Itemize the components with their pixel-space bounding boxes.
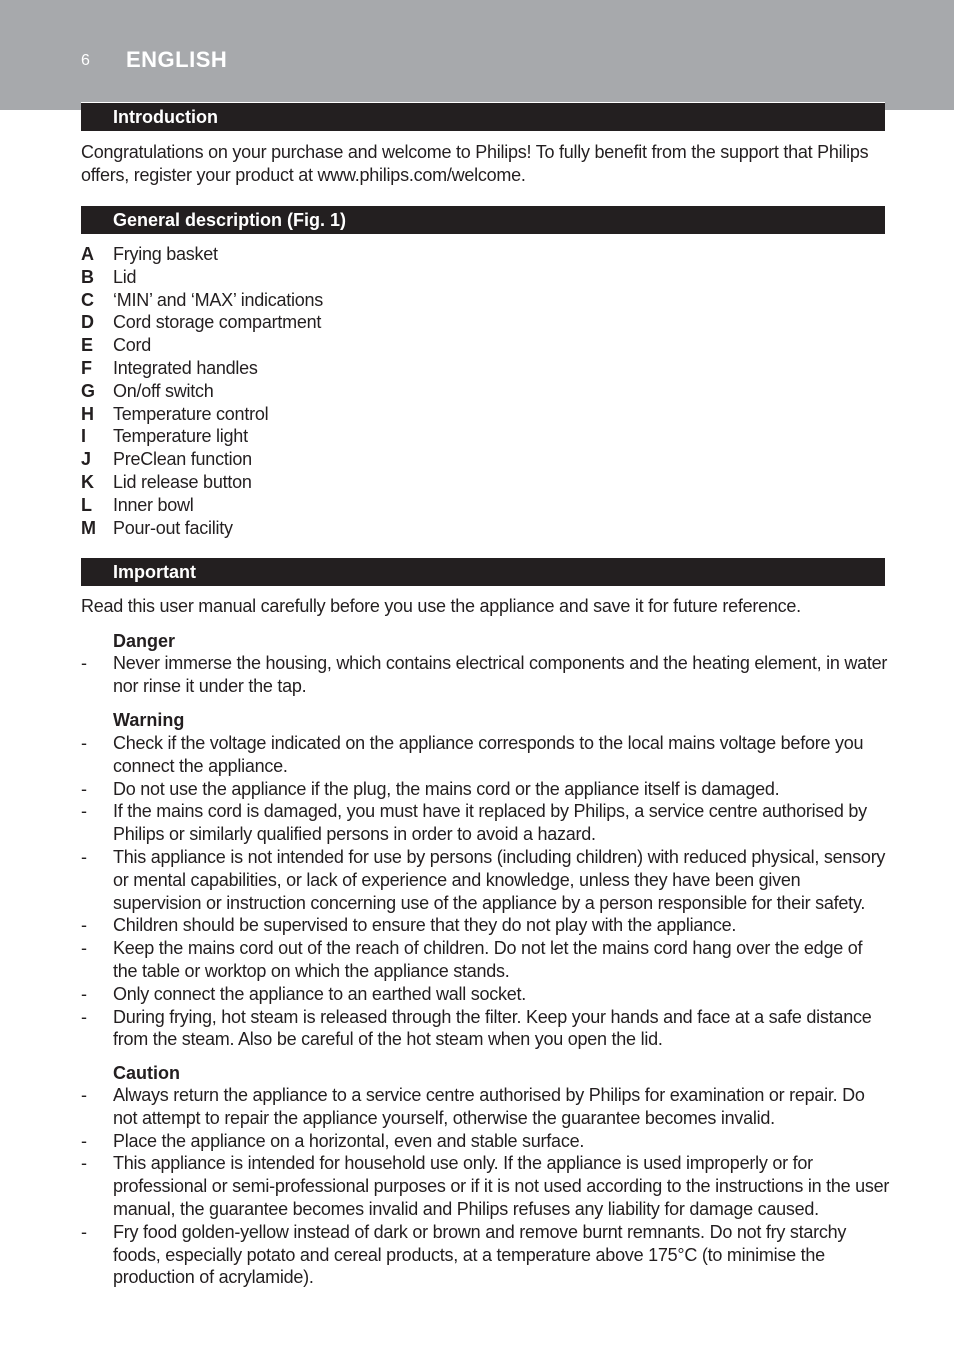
part-letter: A [81, 244, 94, 264]
important-intro: Read this user manual carefully before you use the appliance and save it for future reference. [81, 596, 801, 616]
dash-icon: - [81, 778, 87, 799]
part-letter: L [81, 494, 92, 515]
bullet-text: This appliance is not intended for use by persons (including children) with reduced physical, sensory or mental capabilities, or lack of experience and knowledge, unless they have been given supervision or instruction concerning use of the appliance by a person responsible for their safety. [113, 846, 886, 913]
part-letter: F [81, 357, 92, 378]
part-label: Lid release button [113, 471, 252, 492]
part-label: ‘MIN’ and ‘MAX’ indications [113, 289, 323, 310]
list-item [81, 1006, 891, 1052]
bullet-text: Always return the appliance to a service centre authorised by Philips for examination or repair. Do not attempt to repair the appliance yourself, otherwise the guarantee becomes invalid. [113, 1085, 865, 1128]
list-item [81, 1221, 891, 1289]
list-item [81, 983, 891, 1006]
bullet-text: During frying, hot steam is released through the filter. Keep your hands and face at a safe distance from the steam. Also be careful of the hot steam when you open the lid. [113, 1006, 872, 1050]
warning-list [81, 732, 891, 1051]
list-item [81, 380, 481, 403]
list-item [81, 471, 481, 494]
caution-heading: Caution [113, 1063, 180, 1083]
list-item [81, 1084, 891, 1130]
part-label: Temperature light [113, 426, 248, 447]
bullet-text: Children should be supervised to ensure that they do not play with the appliance. [113, 915, 737, 936]
list-item [81, 517, 481, 540]
section-heading-introduction [81, 102, 885, 131]
dash-icon: - [81, 1085, 87, 1105]
danger-heading: Danger [113, 631, 176, 651]
language-title: ENGLISH [126, 47, 228, 72]
bullet-text: Only connect the appliance to an earthed wall socket. [113, 983, 527, 1004]
part-letter: J [81, 449, 92, 470]
list-item [81, 846, 891, 914]
part-letter: C [81, 289, 94, 310]
bullet-text: Place the appliance on a horizontal, even and stable surface. [113, 1130, 585, 1151]
dash-icon: - [81, 938, 87, 959]
part-label: Frying basket [113, 244, 218, 264]
part-letter: I [81, 426, 87, 447]
list-item [81, 448, 481, 471]
introduction-text: Congratulations on your purchase and welcome to Philips! To fully benefit from the support that Philips offers, register your product at www.philips.com/welcome. [81, 142, 869, 185]
part-label: Inner bowl [113, 494, 194, 515]
part-label: Temperature control [113, 403, 269, 424]
list-item [81, 732, 891, 778]
list-item [81, 289, 481, 312]
page-number: 6 [81, 52, 90, 69]
list-item [81, 403, 481, 426]
section-title: Introduction [113, 107, 218, 127]
list-item [81, 311, 481, 334]
bullet-text: This appliance is intended for household use only. If the appliance is used improperly or for professional or semi-professional purposes or if it is not used according to the instructions in the user manual, the guarantee becomes invalid and Philips refuses any liability for damage caused. [113, 1153, 890, 1219]
list-item [81, 494, 481, 517]
part-letter: D [81, 312, 94, 333]
section-title: Important [113, 562, 196, 582]
dash-icon: - [81, 915, 87, 936]
section-heading-important [81, 557, 885, 586]
dash-icon: - [81, 1153, 87, 1174]
dash-icon: - [81, 801, 87, 822]
list-item [81, 334, 481, 357]
warning-heading: Warning [113, 710, 185, 730]
parts-list [81, 243, 481, 539]
list-item [81, 425, 481, 448]
section-title: General description (Fig. 1) [113, 210, 347, 230]
part-label: Lid [113, 266, 137, 287]
part-label: Cord [113, 335, 152, 356]
list-item [81, 357, 481, 380]
part-letter: K [81, 471, 94, 492]
dash-icon: - [81, 733, 87, 753]
list-item [81, 778, 891, 801]
dash-icon: - [81, 846, 87, 867]
part-letter: B [81, 266, 94, 287]
list-item [81, 1152, 891, 1220]
dash-icon: - [81, 1221, 87, 1242]
part-letter: E [81, 335, 94, 356]
bullet-text: If the mains cord is damaged, you must have it replaced by Philips, a service centre authorised by Philips or similarly qualified persons in order to avoid a hazard. [113, 801, 867, 845]
list-item [81, 937, 891, 983]
bullet-text: Check if the voltage indicated on the appliance corresponds to the local mains voltage before you connect the appliance. [113, 733, 864, 776]
part-label: Pour-out facility [113, 517, 233, 538]
bullet-text: Never immerse the housing, which contains electrical components and the heating element, in water nor rinse it under the tap. [113, 653, 888, 696]
dash-icon: - [81, 1130, 87, 1151]
list-item [81, 1130, 891, 1153]
caution-list [81, 1084, 891, 1289]
part-letter: G [81, 380, 96, 401]
bullet-text: Keep the mains cord out of the reach of children. Do not let the mains cord hang over the edge of the table or worktop on which the appliance stands. [113, 938, 863, 981]
list-item [81, 266, 481, 289]
part-label: On/off switch [113, 380, 214, 401]
part-letter: M [81, 517, 96, 538]
section-heading-general-description [81, 205, 885, 234]
dash-icon: - [81, 1006, 87, 1027]
list-item [81, 652, 891, 698]
list-item [81, 243, 481, 266]
part-label: PreClean function [113, 449, 252, 470]
list-item [81, 914, 891, 937]
part-letter: H [81, 403, 94, 424]
part-label: Integrated handles [113, 357, 258, 378]
danger-list [81, 652, 891, 698]
header-band [0, 0, 954, 110]
dash-icon: - [81, 653, 87, 673]
list-item [81, 800, 891, 846]
dash-icon: - [81, 983, 87, 1004]
bullet-text: Do not use the appliance if the plug, the mains cord or the appliance itself is damaged. [113, 778, 780, 799]
part-label: Cord storage compartment [113, 312, 322, 333]
bullet-text: Fry food golden-yellow instead of dark or brown and remove burnt remnants. Do not fry starchy foods, especially potato and cereal products, at a temperature above 175°C (to minimise the production of acrylamide). [113, 1221, 847, 1288]
